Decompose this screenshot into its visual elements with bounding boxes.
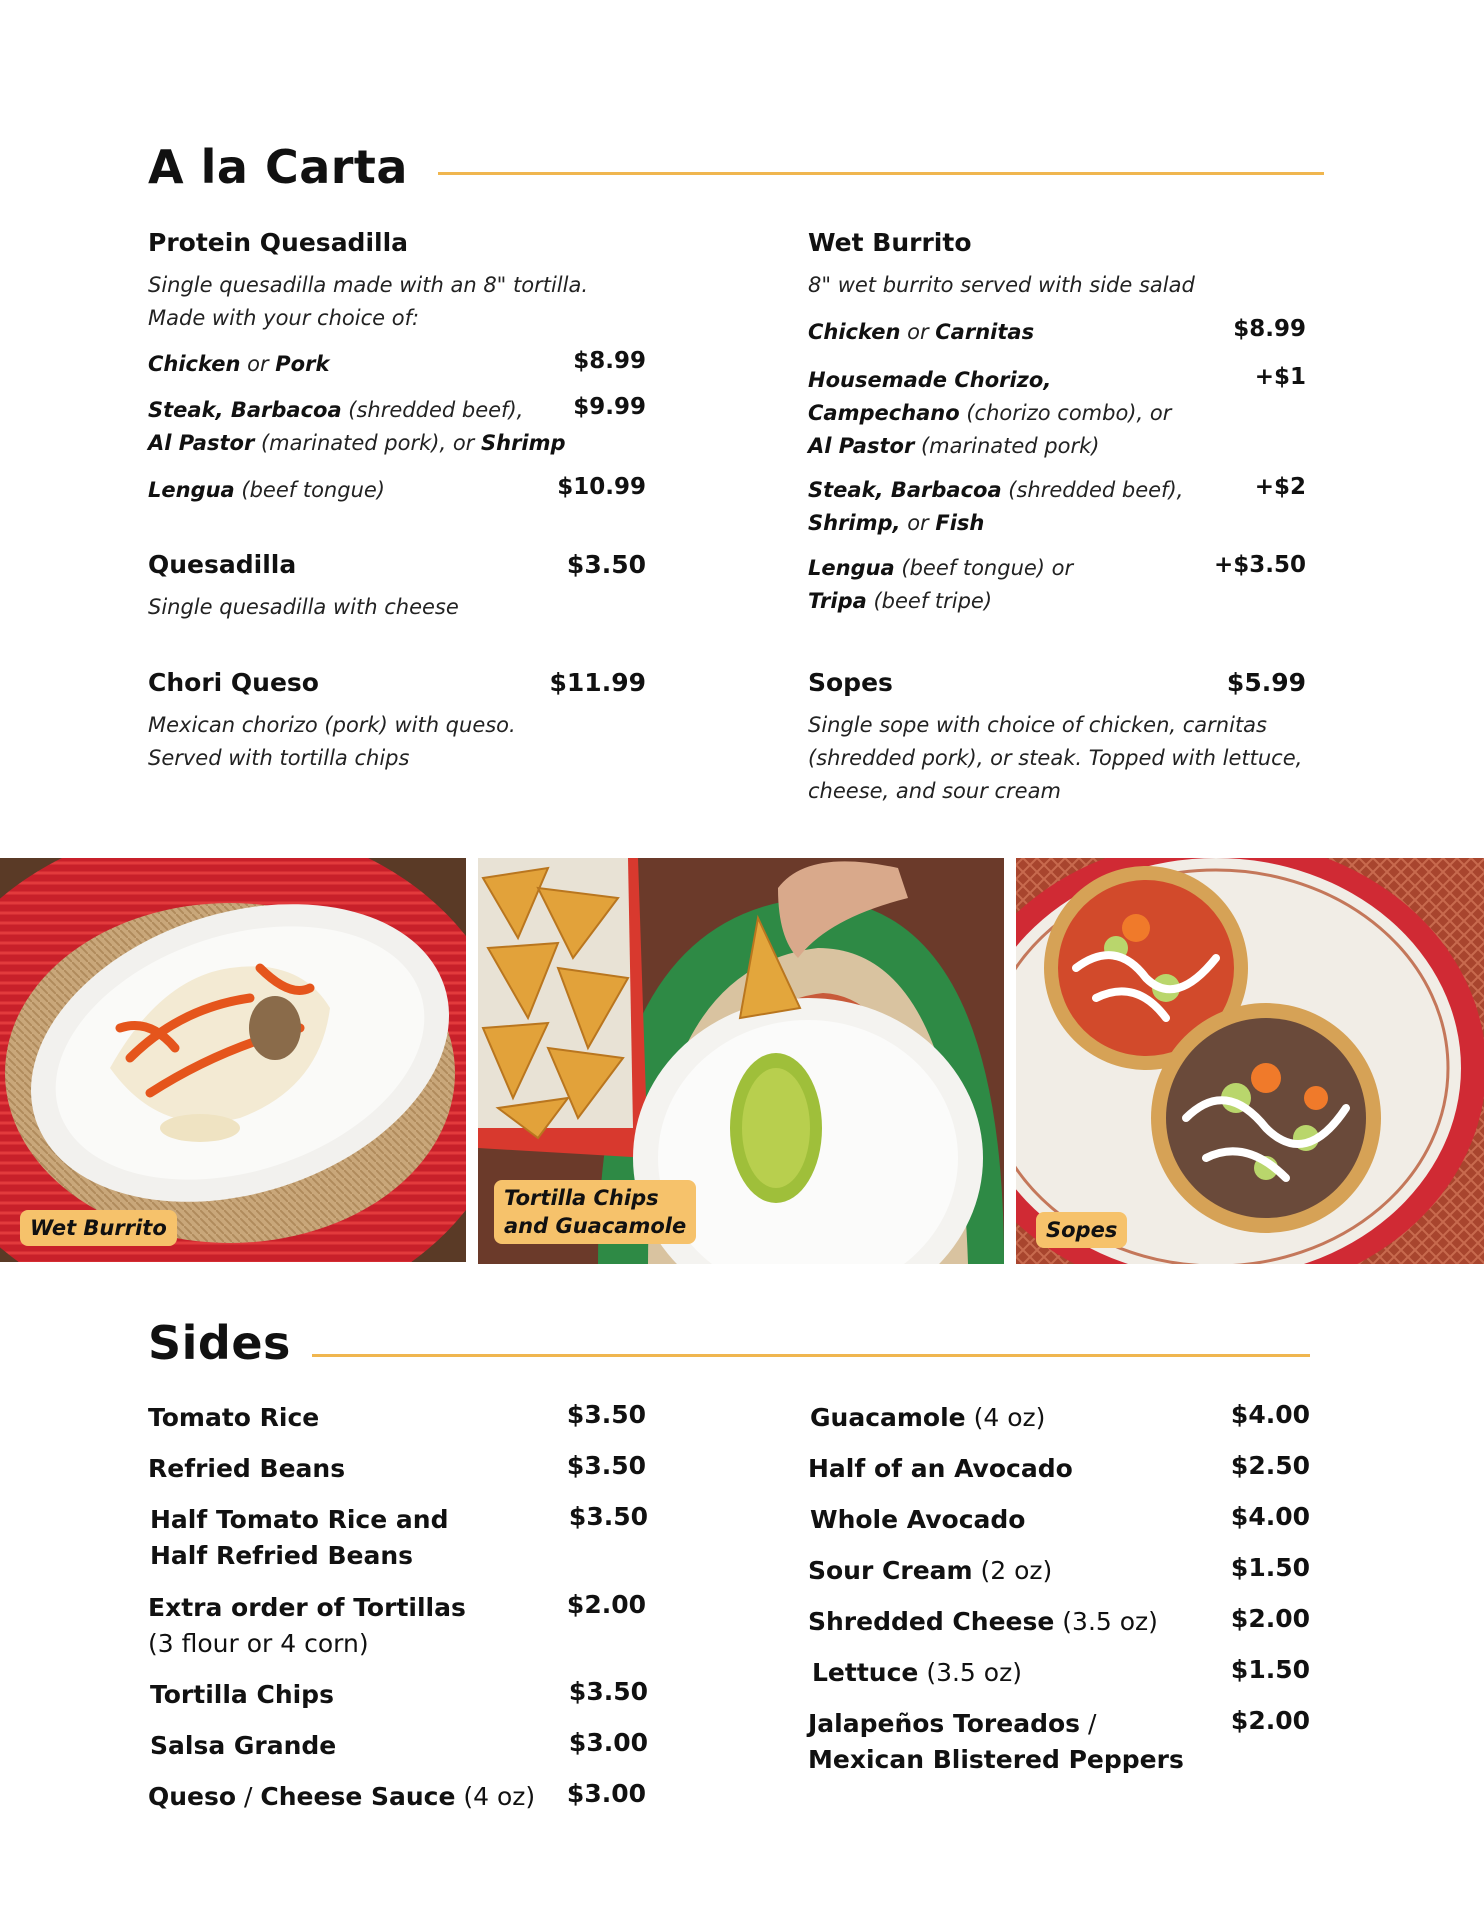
side-price: $3.00 [568,1728,648,1757]
item-description: 8" wet burrito served with side salad [808,273,1195,297]
side-item: Tomato Rice [148,1403,320,1432]
option-price: $9.99 [573,394,646,420]
option-price: +$1 [1254,364,1306,390]
side-item: Lettuce (3.5 oz) [812,1658,1022,1687]
option-text: Chicken or Carnitas [808,320,1035,344]
side-item: Refried Beans [148,1454,346,1483]
protein-quesadilla-option [148,394,646,460]
wet-burrito-image [0,858,466,1262]
item-name: Chori Queso [148,668,319,697]
item-description: Single quesadilla made with an 8" tortilla. [148,273,589,297]
wet-burrito-option [808,552,1306,618]
option-text: Lengua (beef tongue) [148,478,385,502]
side-price: $3.50 [566,1451,646,1480]
option-price: $8.99 [573,348,646,374]
item-description: cheese, and sour cream [808,779,1061,803]
option-text: Lengua (beef tongue) or Tripa (beef tripe) [808,556,1074,613]
item-name: Quesadilla [148,550,297,579]
item-description: Served with tortilla chips [148,746,410,770]
photo-tag [494,1180,696,1244]
wet-burrito-photo [0,858,466,1262]
side-item: Shredded Cheese (3.5 oz) [808,1607,1158,1636]
option-text: Housemade Chorizo, Campechano (chorizo combo), or Al Pastor (marinated pork) [808,368,1172,458]
side-item: Sour Cream (2 oz) [808,1556,1053,1585]
item-price: $3.50 [566,550,646,579]
item-description: Made with your choice of: [148,306,420,330]
side-item: Guacamole (4 oz) [810,1403,1046,1432]
item-name: Sopes [808,668,893,697]
option-text: Al Pastor (marinated pork), or Shrimp [148,431,566,455]
item-name: Protein Quesadilla [148,228,409,257]
option-price: $10.99 [557,474,646,500]
photo-tag: Wet Burrito [20,1210,177,1246]
ala-carta-divider [438,172,1324,175]
side-price: $1.50 [1230,1553,1310,1582]
protein-quesadilla-option [148,348,646,381]
item-description: Single sope with choice of chicken, carnitas [808,713,1267,737]
side-price: $3.50 [568,1677,648,1706]
side-item: Jalapeños Toreados / Mexican Blistered Peppers [808,1709,1184,1774]
photo-tag-line: and Guacamole [504,1214,687,1238]
wet-burrito-option [808,316,1306,349]
sopes-image [1016,858,1484,1264]
protein-quesadilla-option [148,474,646,507]
option-text: Steak, Barbacoa (shredded beef), [148,398,524,422]
sides-title: Sides [148,1316,291,1370]
protein-quesadilla [148,228,646,335]
photo-tag-line: Tortilla Chips [504,1186,659,1210]
sides-divider [312,1354,1310,1357]
side-item: Queso / Cheese Sauce (4 oz) [148,1782,536,1811]
item-description: Single quesadilla with cheese [148,595,459,619]
item-price: $11.99 [549,668,646,697]
chori-queso [148,668,646,775]
side-item: Half Tomato Rice and Half Refried Beans [150,1505,449,1570]
side-price: $3.50 [566,1400,646,1429]
side-price: $2.50 [1230,1451,1310,1480]
side-price: $1.50 [1230,1655,1310,1684]
sopes [808,668,1306,808]
side-price: $2.00 [566,1590,646,1619]
option-price: +$2 [1254,474,1306,500]
option-price: +$3.50 [1213,552,1306,578]
side-item: Half of an Avocado [808,1454,1073,1483]
quesadilla [148,550,646,624]
item-name: Wet Burrito [808,228,972,257]
wet-burrito [808,228,1306,302]
wet-burrito-option [808,364,1306,463]
photo-tag: Sopes [1036,1212,1127,1248]
option-text: Steak, Barbacoa (shredded beef), Shrimp, or Fish [808,478,1184,535]
chips-guacamole-photo [478,858,1004,1264]
ala-carta-title: A la Carta [148,140,408,194]
option-price: $8.99 [1233,316,1306,342]
item-description: (shredded pork), or steak. Topped with lettuce, [808,746,1303,770]
side-item: Whole Avocado [810,1505,1026,1534]
item-description: Mexican chorizo (pork) with queso. [148,713,516,737]
sopes-photo [1016,858,1484,1264]
side-item: Extra order of Tortillas (3 flour or 4 corn) [148,1593,466,1658]
side-price: $4.00 [1230,1502,1310,1531]
wet-burrito-option [808,474,1306,540]
option-text: Chicken or Pork [148,352,330,376]
side-price: $3.00 [566,1779,646,1808]
side-price: $2.00 [1230,1706,1310,1735]
side-price: $3.50 [568,1502,648,1531]
side-item: Salsa Grande [150,1731,337,1760]
side-price: $2.00 [1230,1604,1310,1633]
side-item: Tortilla Chips [150,1680,334,1709]
side-price: $4.00 [1230,1400,1310,1429]
item-price: $5.99 [1226,668,1306,697]
